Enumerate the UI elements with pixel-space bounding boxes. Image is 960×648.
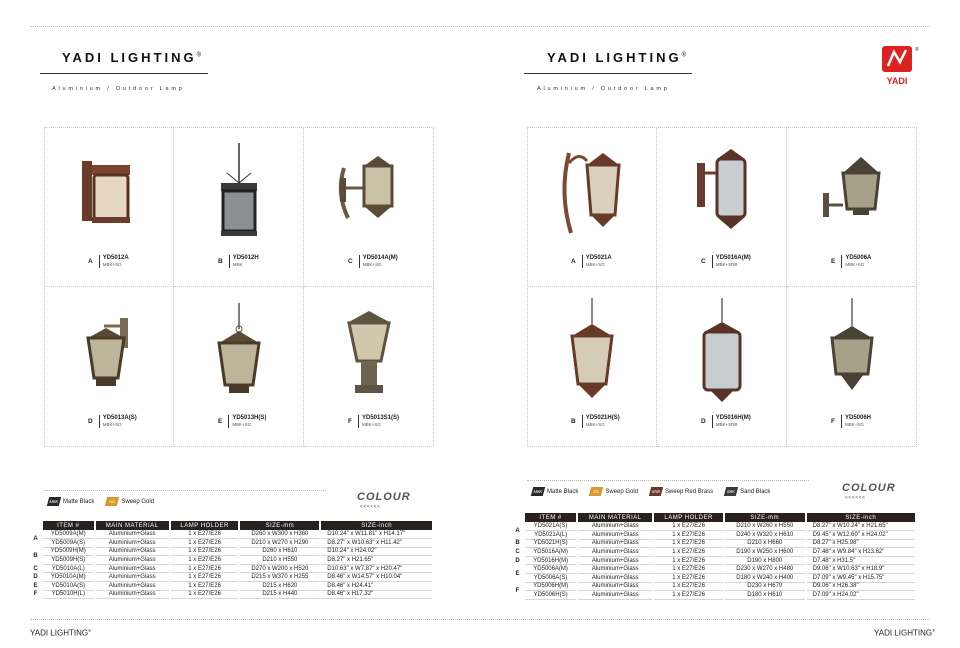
cell-size-inch: D8.27" x W10.24" x H21.65": [806, 522, 916, 531]
product-caption: [88, 255, 129, 268]
swatch-srb: [650, 487, 713, 496]
product-cell-right-2: [657, 127, 787, 287]
cell-holder: 1 x E27/E26: [170, 539, 240, 548]
product-letter: A: [571, 258, 576, 265]
cell-item: YD5009A(S): [42, 539, 95, 548]
cell-size-mm: D230 x H670: [724, 582, 806, 591]
table-header: LAMP HOLDER: [170, 521, 240, 530]
product-caption: [348, 255, 398, 268]
table-header: SIZE-inch: [320, 521, 433, 530]
swatch-chip: MBK: [47, 497, 61, 506]
table-row: [512, 548, 916, 557]
swatch-chip: SRB: [649, 487, 663, 496]
cell-size-inch: D10.24" x H24.02": [320, 547, 433, 556]
cell-size-mm: D215 x H440: [239, 590, 320, 599]
swatch-label: Sweep Gold: [121, 498, 155, 505]
product-finish: MBK+SG: [102, 262, 122, 267]
brand-title-right: YADI LIGHTING®: [547, 50, 687, 65]
product-letter: A: [88, 258, 93, 265]
product-caption: [831, 255, 871, 268]
table-row: [30, 556, 433, 565]
lamp-image: [657, 295, 786, 410]
product-info: [99, 415, 137, 428]
cell-item: YD5006A(M): [524, 565, 577, 574]
product-caption: [831, 415, 871, 428]
group-letter: C: [512, 548, 524, 557]
cell-item: YD5010H(L): [42, 590, 95, 599]
cell-holder: 1 x E27/E26: [170, 590, 240, 599]
cell-size-inch: D7.48" x H31.5": [806, 556, 916, 565]
cell-size-mm: D230 x W270 x H480: [724, 565, 806, 574]
brand-title-left: YADI LIGHTING®: [62, 50, 202, 65]
product-letter: F: [831, 418, 835, 425]
product-cell-left-5: [174, 287, 304, 447]
swatch-sg: [106, 497, 154, 506]
cell-holder: 1 x E27/E26: [170, 573, 240, 582]
cell-item: YD5016A(M): [524, 548, 577, 557]
cell-size-mm: D215 x W370 x H255: [239, 573, 320, 582]
cell-size-mm: D210 x H550: [239, 556, 320, 565]
product-letter: C: [701, 258, 706, 265]
product-letter: E: [831, 258, 836, 265]
group-letter: A: [512, 522, 524, 539]
product-cell-right-6: [787, 287, 917, 447]
cell-holder: 1 x E27/E26: [653, 591, 724, 600]
cell-size-inch: D9.06" x W10.63" x H18.9": [806, 565, 916, 574]
cell-holder: 1 x E27/E26: [653, 522, 724, 531]
table-header: ITEM #: [524, 513, 577, 522]
product-letter: D: [88, 418, 93, 425]
product-finish: MBK+SRB: [715, 422, 738, 427]
cell-item: YD5009A(M): [42, 530, 95, 539]
cell-size-mm: D210 x W260 x H550: [724, 522, 806, 531]
product-info: [582, 415, 620, 428]
product-info: [99, 255, 129, 268]
table-row: [30, 582, 433, 591]
table-header-row: [512, 513, 916, 522]
swatch-sg: [590, 487, 638, 496]
product-cell-left-3: [304, 127, 434, 287]
cell-size-inch: D9.45" x W12.60" x H24.02": [806, 531, 916, 540]
cell-holder: 1 x E27/E26: [653, 574, 724, 583]
swatch-chip: SBK: [724, 487, 738, 496]
cell-size-inch: D8.46" x H24.41": [320, 582, 433, 591]
cell-material: Aluminium+Glass: [577, 531, 653, 540]
product-caption: [218, 255, 259, 268]
lamp-image: [527, 295, 656, 410]
colour-arrows-left: <<<<<<: [360, 504, 381, 510]
cell-material: Aluminium+Glass: [577, 582, 653, 591]
cell-material: Aluminium+Glass: [95, 573, 170, 582]
cell-material: Aluminium+Glass: [577, 574, 653, 583]
product-info: [359, 255, 398, 268]
product-model: YD5012H: [232, 255, 259, 261]
colour-legend-right: [532, 487, 770, 496]
product-cell-left-4: [44, 287, 174, 447]
cell-item: YD5009H(S): [42, 556, 95, 565]
product-cell-right-3: [787, 127, 917, 287]
cell-size-mm: D210 x H660: [724, 539, 806, 548]
cell-item: YD5006H(M): [524, 582, 577, 591]
cell-material: Aluminium+Glass: [577, 591, 653, 600]
cell-size-inch: D8.27" x H25.98": [806, 539, 916, 548]
cell-item: YD5006H(S): [524, 591, 577, 600]
product-finish: MBK: [232, 262, 243, 267]
header-rule-right: [524, 73, 692, 74]
cell-material: Aluminium+Glass: [95, 539, 170, 548]
cell-size-inch: D7.48" x W9.84" x H23.62": [806, 548, 916, 557]
product-finish: MBK+SG: [845, 262, 865, 267]
cell-item: YD5021H(S): [524, 539, 577, 548]
product-finish: MBK+SRB: [715, 262, 738, 267]
cell-material: Aluminium+Glass: [577, 556, 653, 565]
colour-legend-left: [48, 497, 154, 506]
product-info: [841, 415, 871, 428]
product-model: YD5014A(M): [362, 255, 398, 261]
table-row: [512, 591, 916, 600]
product-cell-left-6: [304, 287, 434, 447]
swatch-label: Sweep Gold: [605, 488, 639, 495]
cell-material: Aluminium+Glass: [577, 539, 653, 548]
product-model: YD5006A: [845, 255, 872, 261]
cell-size-mm: D215 x H620: [239, 582, 320, 591]
swatch-chip: MBK: [531, 487, 545, 496]
swatch-label: Matte Black: [547, 488, 579, 495]
product-finish: MBK+SG: [361, 422, 381, 427]
svg-text:YADI: YADI: [886, 76, 908, 86]
product-finish: MBK+SG: [585, 262, 605, 267]
cell-material: Aluminium+Glass: [95, 590, 170, 599]
cell-holder: 1 x E27/E26: [653, 548, 724, 557]
table-row: [512, 565, 916, 574]
swatch-mbk: [532, 487, 578, 496]
cell-material: Aluminium+Glass: [95, 556, 170, 565]
bottom-divider: [30, 619, 930, 620]
lamp-image: [787, 135, 916, 250]
product-caption: [701, 415, 751, 428]
cell-item: YD5021A(L): [524, 531, 577, 540]
cell-size-inch: D7.09" x W9.45" x H15.75": [806, 574, 916, 583]
product-cell-left-2: [174, 127, 304, 287]
table-header: SIZE-inch: [806, 513, 916, 522]
cell-material: Aluminium+Glass: [577, 565, 653, 574]
product-info: [229, 255, 259, 268]
cell-item: YD5010A(M): [42, 573, 95, 582]
table-row: [512, 582, 916, 591]
product-info: [582, 255, 612, 268]
legend-divider-left: [44, 490, 326, 491]
table-row: [512, 539, 916, 548]
table-row: [30, 539, 433, 548]
product-finish: MBK+SG: [844, 422, 864, 427]
product-info: [712, 415, 751, 428]
product-caption: [348, 415, 399, 428]
product-info: [841, 255, 871, 268]
subtitle-right: Aluminium / Outdoor Lamp: [537, 86, 670, 92]
cell-holder: 1 x E27/E26: [653, 556, 724, 565]
spec-table-right: [512, 513, 917, 600]
yadi-logo: [880, 44, 918, 93]
product-letter: B: [571, 418, 576, 425]
cell-size-mm: D210 x W270 x H290: [239, 539, 320, 548]
cell-holder: 1 x E27/E26: [170, 556, 240, 565]
table-row: [512, 522, 916, 531]
legend-divider-right: [527, 480, 809, 481]
colour-heading-right: COLOUR: [842, 482, 896, 494]
table-row: [512, 574, 916, 583]
product-caption: [218, 415, 266, 428]
header-rule-left: [40, 73, 208, 74]
group-letter: E: [30, 582, 42, 591]
table-row: [512, 531, 916, 540]
product-info: [228, 415, 266, 428]
group-letter: D: [30, 573, 42, 582]
lamp-image: [527, 135, 656, 250]
svg-text:®: ®: [915, 47, 919, 53]
cell-size-inch: D10.63" x W7.87" x H20.47": [320, 564, 433, 573]
cell-item: YD5006A(S): [524, 574, 577, 583]
product-finish: MBK+SG: [585, 422, 605, 427]
product-cell-left-1: [44, 127, 174, 287]
colour-heading-left: COLOUR: [357, 491, 411, 503]
table-row: [30, 530, 433, 539]
cell-material: Aluminium+Glass: [95, 564, 170, 573]
table-header: LAMP HOLDER: [653, 513, 724, 522]
cell-holder: 1 x E27/E26: [170, 530, 240, 539]
table-header: MAIN MATERIAL: [95, 521, 170, 530]
cell-holder: 1 x E27/E26: [653, 565, 724, 574]
cell-size-mm: D190 x W250 x H600: [724, 548, 806, 557]
cell-holder: 1 x E27/E26: [653, 539, 724, 548]
product-info: [358, 415, 399, 428]
cell-holder: 1 x E27/E26: [170, 582, 240, 591]
cell-size-inch: D8.46" x H17.32": [320, 590, 433, 599]
table-header: SIZE-mm: [239, 521, 320, 530]
product-caption: [571, 415, 620, 428]
product-model: YD5013S1(S): [361, 415, 400, 421]
product-letter: C: [348, 258, 353, 265]
cell-size-inch: D8.46" x W14.57" x H10.04": [320, 573, 433, 582]
product-model: YD5021H(S): [585, 415, 620, 421]
group-letter: B: [30, 547, 42, 564]
table-header: ITEM #: [42, 521, 95, 530]
table-row: [30, 573, 433, 582]
table-header-row: [30, 521, 433, 530]
cell-size-mm: D260 x W300 x H360: [239, 530, 320, 539]
product-model: YD5012A: [102, 255, 129, 261]
group-letter: F: [30, 590, 42, 599]
subtitle-left: Aluminium / Outdoor Lamp: [52, 86, 185, 92]
product-model: YD5013H(S): [232, 415, 267, 421]
group-letter: C: [30, 564, 42, 573]
product-letter: B: [218, 258, 223, 265]
cell-size-mm: D270 x W200 x H520: [239, 564, 320, 573]
product-caption: [571, 255, 612, 268]
product-model: YD5006H: [844, 415, 871, 421]
cell-size-inch: D10.24" x W11.81" x H14.17": [320, 530, 433, 539]
lamp-image: [304, 295, 433, 410]
cell-size-inch: D9.06" x H26.38": [806, 582, 916, 591]
cell-size-inch: D8.27" x W10.63" x H11.42": [320, 539, 433, 548]
cell-item: YD5021A(S): [524, 522, 577, 531]
swatch-label: Sand Black: [740, 488, 771, 495]
lamp-image: [787, 295, 916, 410]
cell-size-inch: D7.09" x H24.02": [806, 591, 916, 600]
product-finish: MBK+SG: [362, 262, 382, 267]
cell-material: Aluminium+Glass: [577, 522, 653, 531]
cell-material: Aluminium+Glass: [95, 547, 170, 556]
top-divider: [30, 26, 930, 27]
product-finish: MBK+SG: [102, 422, 122, 427]
cell-holder: 1 x E27/E26: [653, 582, 724, 591]
swatch-chip: SG: [589, 487, 603, 496]
cell-size-mm: D190 x H800: [724, 556, 806, 565]
swatch-label: Sweep Red Brass: [665, 488, 714, 495]
footer-right: YADI LIGHTING®: [874, 628, 936, 638]
lamp-image: [174, 295, 303, 410]
swatch-sbk: [725, 487, 770, 496]
lamp-image: [657, 135, 786, 250]
group-letter: B: [512, 539, 524, 548]
cell-material: Aluminium+Glass: [95, 582, 170, 591]
colour-arrows-right: <<<<<<: [845, 495, 866, 501]
table-header: MAIN MATERIAL: [577, 513, 653, 522]
spec-table-left: [30, 521, 434, 599]
cell-item: YD5009H(M): [42, 547, 95, 556]
cell-holder: 1 x E27/E26: [170, 547, 240, 556]
swatch-chip: SG: [105, 497, 119, 506]
table-row: [512, 556, 916, 565]
product-cell-right-5: [657, 287, 787, 447]
product-caption: [88, 415, 137, 428]
table-row: [30, 564, 433, 573]
cell-size-mm: D260 x H610: [239, 547, 320, 556]
lamp-image: [44, 295, 173, 410]
cell-item: YD5010A(S): [42, 582, 95, 591]
product-model: YD5013A(S): [102, 415, 137, 421]
table-row: [30, 590, 433, 599]
lamp-image: [44, 135, 173, 250]
cell-size-mm: D240 x W320 x H610: [724, 531, 806, 540]
swatch-mbk: [48, 497, 94, 506]
product-model: YD5016A(M): [715, 255, 751, 261]
product-finish: MBK+SG: [232, 422, 252, 427]
product-model: YD5016H(M): [715, 415, 751, 421]
product-letter: E: [218, 418, 223, 425]
swatch-label: Matte Black: [63, 498, 95, 505]
group-letter: E: [512, 565, 524, 582]
cell-material: Aluminium+Glass: [577, 548, 653, 557]
group-letter: D: [512, 556, 524, 565]
cell-holder: 1 x E27/E26: [170, 564, 240, 573]
product-letter: D: [701, 418, 706, 425]
product-cell-right-4: [527, 287, 657, 447]
lamp-image: [304, 135, 433, 250]
footer-left: YADI LIGHTING®: [30, 628, 92, 638]
lamp-image: [174, 135, 303, 250]
group-letter: F: [512, 582, 524, 599]
cell-material: Aluminium+Glass: [95, 530, 170, 539]
product-caption: [701, 255, 751, 268]
product-cell-right-1: [527, 127, 657, 287]
group-letter: A: [30, 530, 42, 547]
cell-item: YD5016H(M): [524, 556, 577, 565]
product-letter: F: [348, 418, 352, 425]
cell-size-mm: D180 x H610: [724, 591, 806, 600]
cell-size-inch: D8.27" x H21.65": [320, 556, 433, 565]
product-model: YD5021A: [585, 255, 612, 261]
product-info: [712, 255, 751, 268]
table-row: [30, 547, 433, 556]
cell-holder: 1 x E27/E26: [653, 531, 724, 540]
cell-size-mm: D180 x W240 x H400: [724, 574, 806, 583]
cell-item: YD5010A(L): [42, 564, 95, 573]
table-header: SIZE-mm: [724, 513, 806, 522]
